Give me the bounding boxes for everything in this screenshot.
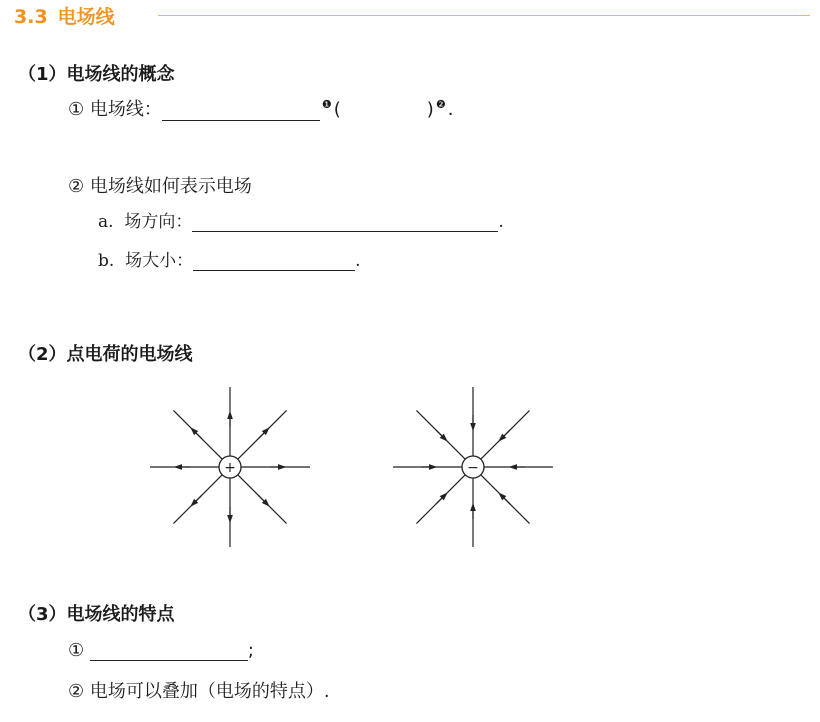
footnote-marker: ❶ (321, 98, 332, 111)
part3-heading: （3）电场线的特点 (18, 604, 175, 625)
part3-item2 (68, 677, 330, 703)
sub-letter: b. (98, 251, 115, 271)
item-marker: ② (68, 176, 85, 197)
item-marker: ① (68, 99, 85, 120)
part1-item2-b (98, 246, 361, 271)
period: . (355, 251, 361, 271)
part1-heading: （1）电场线的概念 (18, 64, 175, 85)
paren-close: ) (426, 99, 434, 120)
answer-blank[interactable] (193, 250, 355, 271)
sub-label: 场方向： (124, 212, 193, 232)
part3-item1 (68, 640, 254, 661)
item-label: 电场线： (89, 99, 162, 120)
footnote-marker: ❷ (435, 98, 446, 111)
field-lines-diagram (140, 385, 570, 550)
section-number: 3.3 (14, 6, 48, 28)
part1-item2 (68, 172, 252, 198)
field-arrow (258, 495, 266, 503)
answer-blank[interactable] (162, 100, 320, 121)
semicolon: ; (247, 640, 254, 661)
section-title (14, 2, 115, 29)
part1-item2-a (98, 207, 504, 232)
item-marker: ① (68, 640, 85, 661)
period: . (498, 212, 504, 232)
part2-heading: （2）点电荷的电场线 (18, 344, 193, 365)
section-title-text: 电场线 (57, 6, 115, 28)
item-marker: ② (68, 681, 85, 702)
field-arrow (193, 430, 201, 438)
field-arrow (436, 495, 444, 503)
field-arrow (436, 430, 444, 438)
paren-open: ( (333, 99, 341, 120)
negative-charge-field (393, 387, 553, 547)
positive-charge-field (150, 387, 310, 547)
sub-label: 场大小： (125, 251, 194, 271)
section-divider (158, 15, 810, 16)
part1-item1 (68, 95, 453, 121)
field-arrow (501, 430, 509, 438)
field-arrow (258, 430, 266, 438)
item-label: 电场线如何表示电场 (89, 176, 252, 197)
field-arrow (193, 495, 201, 503)
charge-symbol: − (467, 460, 479, 476)
answer-blank[interactable] (90, 640, 248, 661)
field-arrow (501, 495, 509, 503)
sub-letter: a. (98, 212, 114, 232)
period: . (447, 99, 454, 120)
answer-blank[interactable] (192, 211, 498, 232)
item-text: 电场可以叠加（电场的特点）. (89, 681, 330, 702)
charge-symbol: + (224, 460, 236, 476)
